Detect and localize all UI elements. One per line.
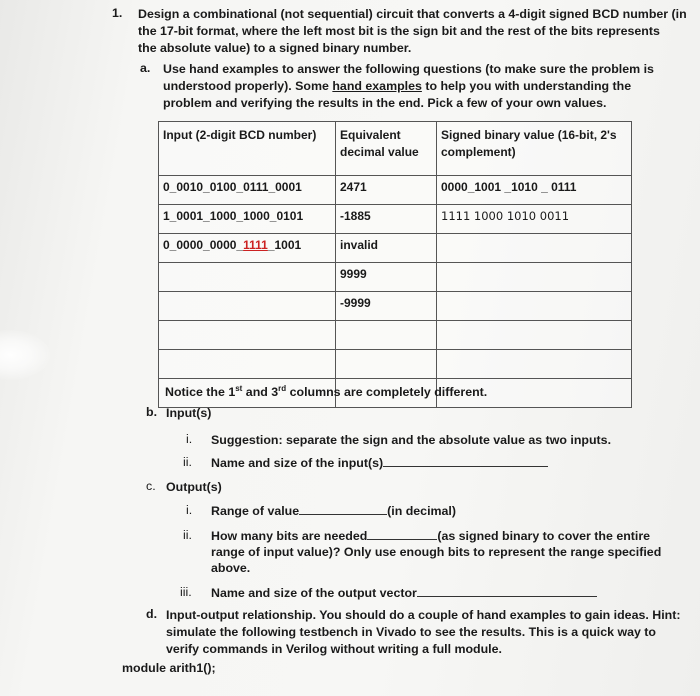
light-glare [0, 330, 50, 380]
row3-invalid-digit: 1111 [243, 238, 268, 252]
examples-table [158, 121, 632, 408]
table-cell [159, 321, 336, 350]
row3-suffix: _1001 [267, 238, 302, 252]
part-c-ii-line-2: range of input value)? Only use enough bits to represent the range specified [211, 545, 662, 559]
range-answer-blank[interactable] [299, 503, 387, 515]
header-input: Input (2-digit BCD number) [159, 122, 336, 176]
table-cell: -9999 [336, 292, 437, 321]
part-a-line-2-post: to help you with understanding the [421, 79, 632, 93]
part-d-letter: d. [146, 607, 158, 621]
header-decimal: Equivalent decimal value [336, 122, 437, 176]
notice-mid: and 3 [242, 385, 279, 399]
table-cell: 9999 [336, 263, 437, 292]
notice-pre: Notice the 1 [165, 385, 236, 399]
table-cell: 1_0001_1000_1000_0101 [159, 205, 336, 234]
table-cell [336, 350, 437, 379]
notice-text [165, 384, 487, 400]
table-row [159, 350, 632, 379]
part-b-ii-text [211, 455, 548, 471]
part-c-title: Output(s) [166, 480, 222, 494]
table-row [159, 234, 632, 263]
notice-post: columns are completely different. [286, 385, 488, 399]
part-d-line-3: verify commands in Verilog without writing a full module. [166, 642, 502, 656]
table-cell: 2471 [336, 176, 437, 205]
part-c-i-num: i. [186, 503, 193, 517]
output-answer-blank[interactable] [417, 585, 597, 597]
code-line-1: module arith1(); [122, 661, 216, 675]
table-row [159, 292, 632, 321]
part-b-title: Input(s) [166, 406, 212, 420]
table-cell [159, 292, 336, 321]
table-cell [437, 263, 632, 292]
part-c-ii-line-3: above. [211, 561, 251, 575]
part-d-line-1: Input-output relationship. You should do a couple of hand examples to gain ideas. Hint: [166, 608, 681, 622]
part-c-i-text [211, 503, 456, 519]
part-c-ii-suffix: (as signed binary to cover the entire [437, 529, 651, 543]
table-cell [437, 292, 632, 321]
table-cell [336, 321, 437, 350]
question-line-1: Design a combinational (not sequential) circuit that converts a 4-digit signed BCD number (in [138, 7, 687, 21]
part-c-ii-label: How many bits are needed [211, 529, 368, 543]
table-cell: 0_0010_0100_0111_0001 [159, 176, 336, 205]
part-c-ii-num: ii. [183, 528, 192, 542]
table-header-row [159, 122, 632, 176]
table-row [159, 263, 632, 292]
part-b-ii-label: Name and size of the input(s) [211, 456, 384, 470]
table-cell: 0000_1001 _1010 _ 0111 [437, 176, 632, 205]
part-d-line-2: simulate the following testbench in Vivado to see the results. This is a quick way to [166, 625, 656, 639]
part-a-line-2-pre: understood properly). Some [163, 79, 333, 93]
part-a-line-3: problem and verifying the results in the end. Pick a few of your own values. [163, 96, 607, 110]
notice-sup-2: rd [278, 383, 287, 393]
table-cell [159, 263, 336, 292]
row3-prefix: 0_0000_0000_ [163, 238, 244, 252]
hand-examples-emphasis: hand examples [332, 79, 422, 93]
table-cell: -1885 [336, 205, 437, 234]
table-cell [437, 234, 632, 263]
header-binary: Signed binary value (16-bit, 2's complement) [437, 122, 632, 176]
part-c-letter: c. [146, 479, 156, 493]
part-b-letter: b. [146, 405, 158, 419]
table-cell: invalid [336, 234, 437, 263]
part-c-ii-line-1 [211, 528, 650, 544]
table-cell [437, 350, 632, 379]
part-b-ii-num: ii. [183, 455, 192, 469]
part-b-i-num: i. [186, 432, 193, 446]
notice-sup-1: st [235, 383, 243, 393]
part-c-iii-label: Name and size of the output vector [211, 586, 417, 600]
part-a-letter: a. [140, 61, 151, 75]
table-cell: 1111 1000 1010 0011 [437, 205, 632, 234]
question-number: 1. [112, 6, 123, 20]
table-row [159, 176, 632, 205]
part-a-line-1: Use hand examples to answer the following questions (to make sure the problem is [163, 62, 654, 76]
input-answer-blank[interactable] [383, 455, 548, 467]
part-b-i-text: Suggestion: separate the sign and the absolute value as two inputs. [211, 433, 612, 447]
part-c-iii-text [211, 585, 597, 601]
part-c-i-suffix: (in decimal) [387, 504, 456, 518]
table-cell [159, 350, 336, 379]
part-c-iii-num: iii. [180, 585, 192, 599]
table-cell [159, 234, 336, 263]
table-row [159, 321, 632, 350]
table-cell [437, 321, 632, 350]
question-line-3: the absolute value) to a signed binary number. [138, 41, 412, 55]
table-row [159, 205, 632, 234]
part-c-i-label: Range of value [211, 504, 300, 518]
part-a-line-2 [163, 78, 631, 94]
bits-answer-blank[interactable] [367, 528, 437, 540]
question-line-2: the 17-bit format, where the left most bit is the sign bit and the rest of the bits represents [138, 24, 660, 38]
